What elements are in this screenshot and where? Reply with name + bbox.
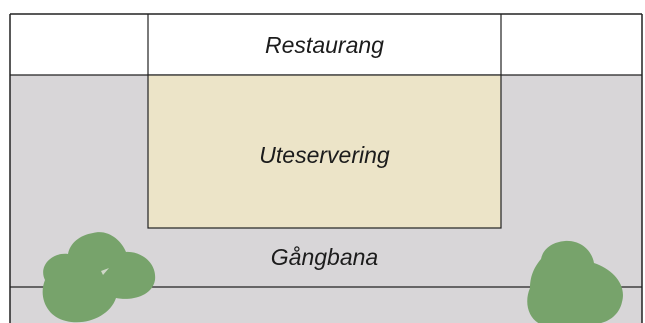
outdoor-seating-label: Uteservering [259,142,390,168]
restaurant-label: Restaurang [265,32,384,58]
sidewalk-label: Gångbana [270,244,379,270]
